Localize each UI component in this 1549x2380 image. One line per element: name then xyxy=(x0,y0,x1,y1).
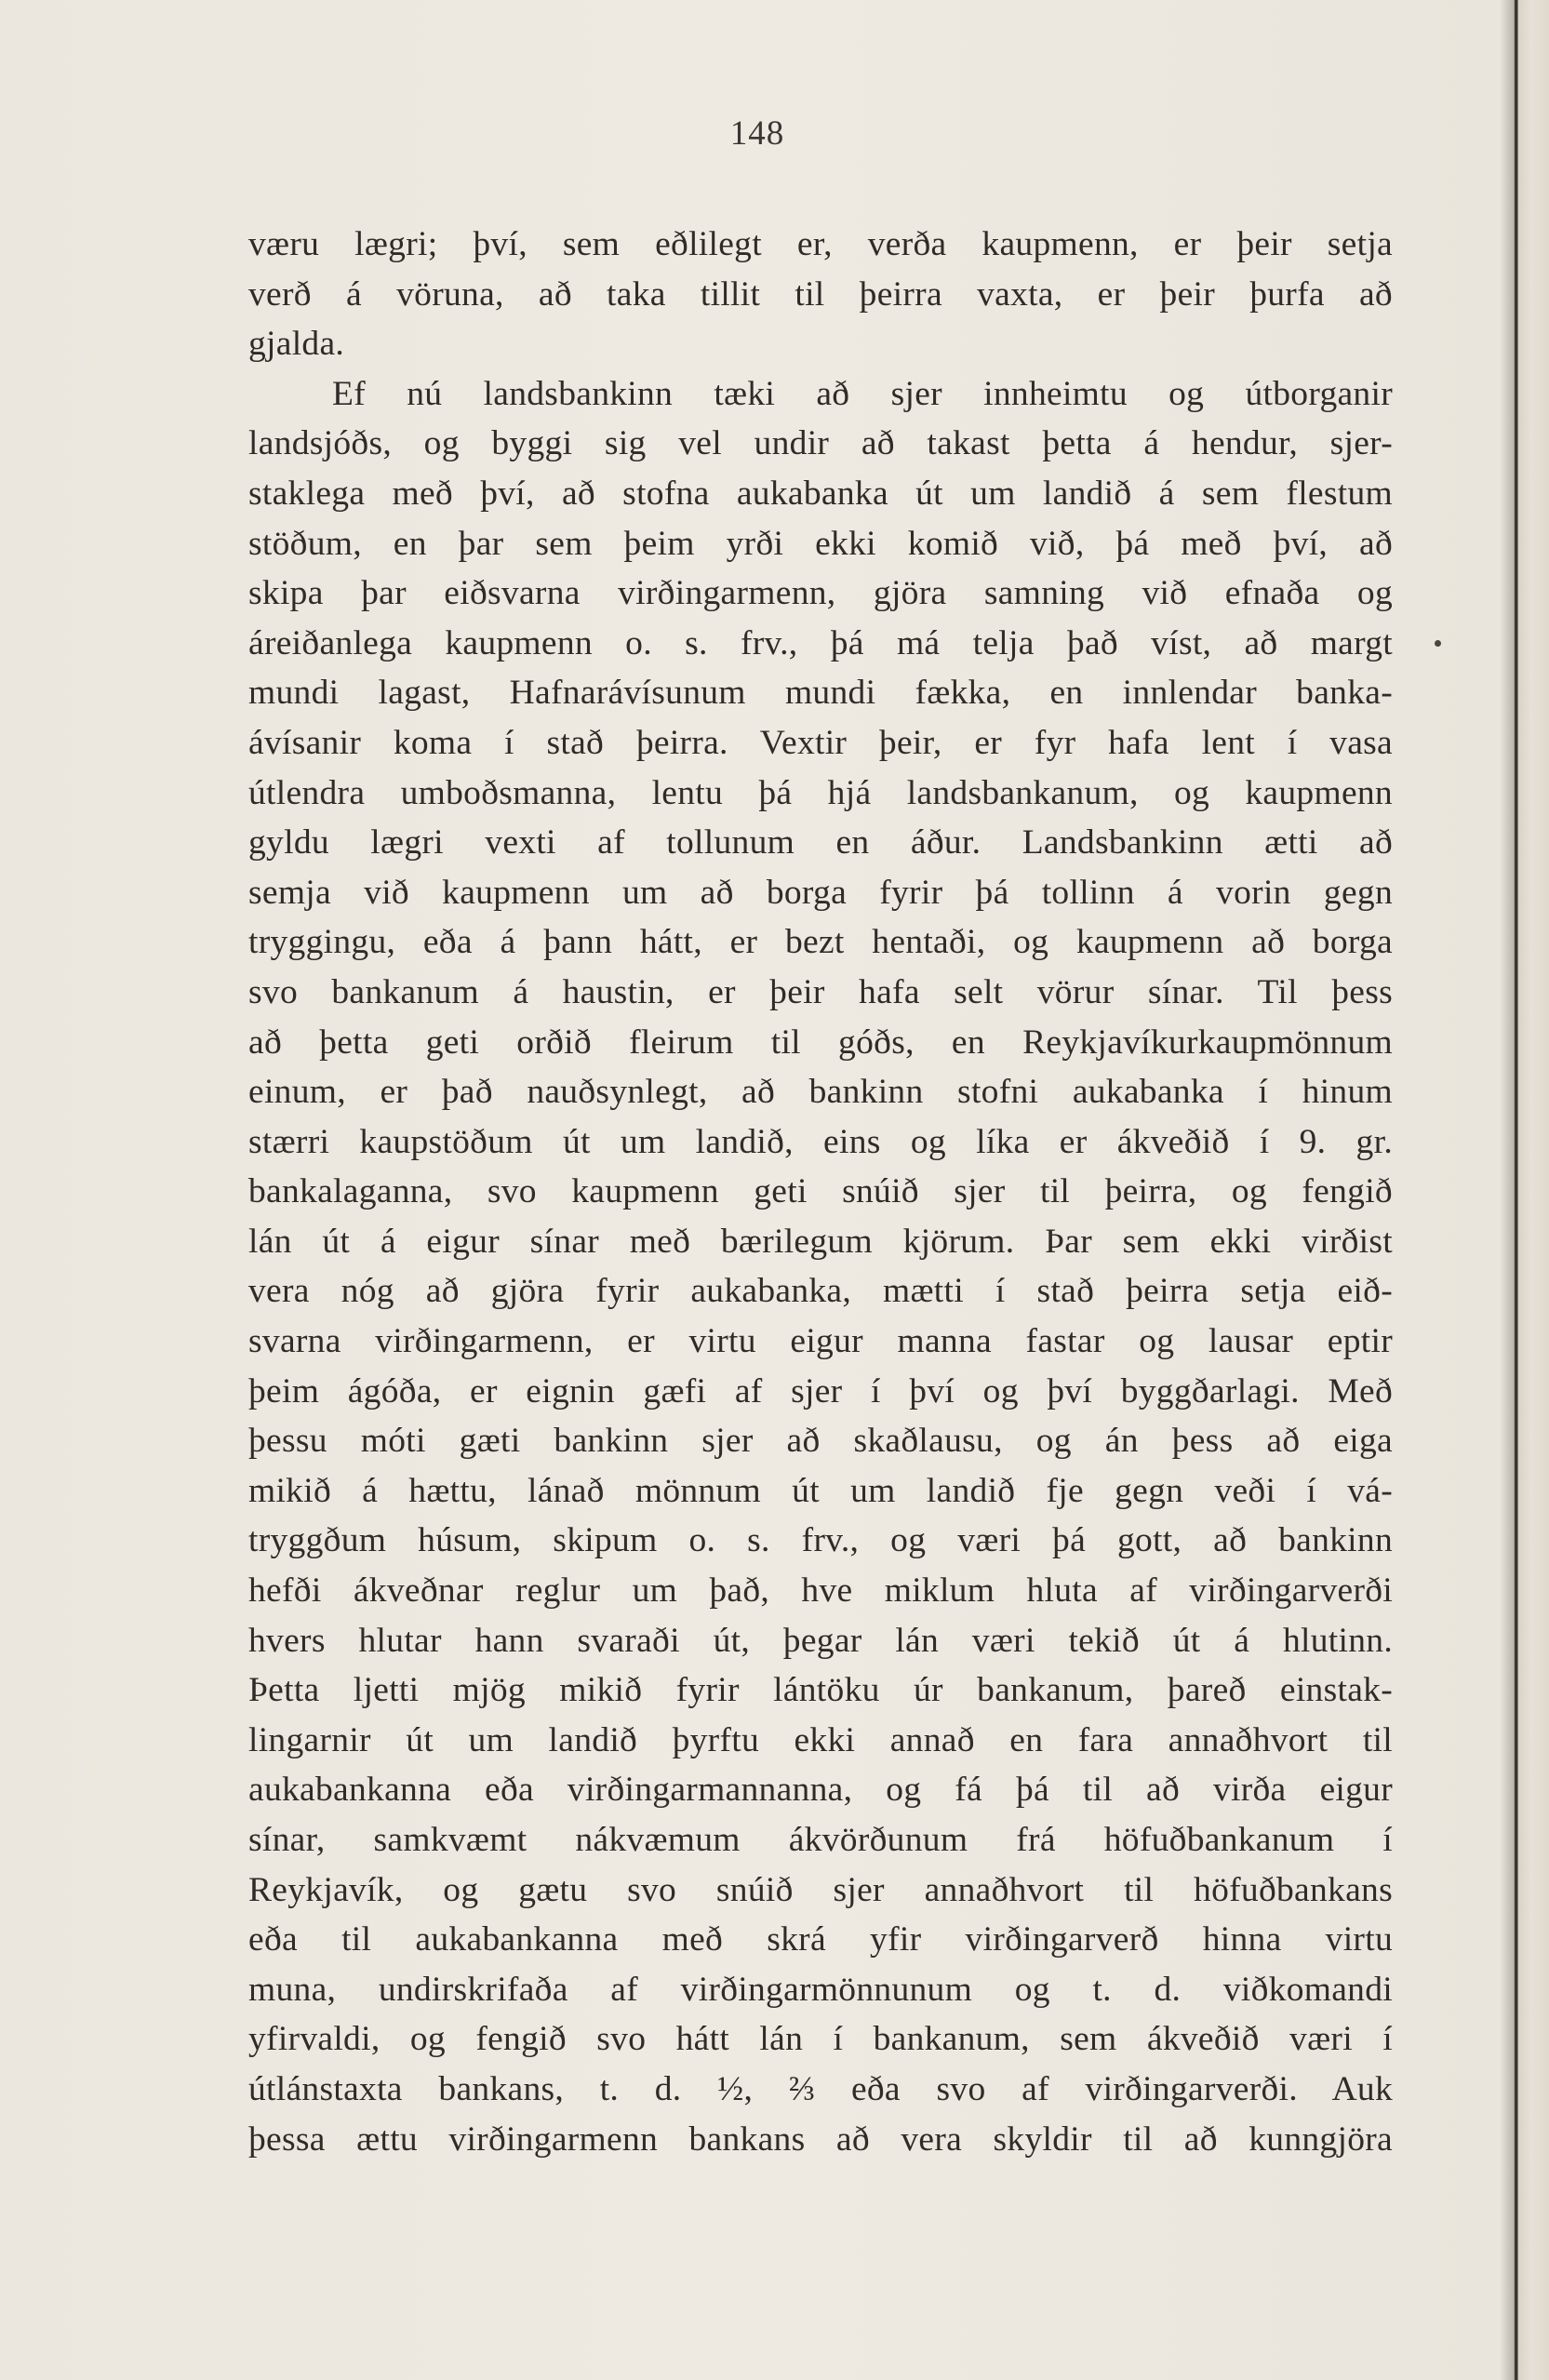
text-line: yfirvaldi, og fengið svo hátt lán í bankanum, sem ákveðið væri í xyxy=(248,2020,1393,2059)
text-line: Þetta ljetti mjög mikið fyrir lántöku úr bankanum, þareð einstak- xyxy=(248,1671,1393,1710)
text-line: væru lægri; því, sem eðlilegt er, verða kaupmenn, er þeir setja xyxy=(248,225,1393,263)
text-line: að þetta geti orðið fleirum til góðs, en Reykjavíkurkaupmönnum xyxy=(248,1023,1393,1062)
text-line: svo bankanum á haustin, er þeir hafa selt vörur sínar. Til þess xyxy=(248,972,1393,1011)
text-line: stöðum, en þar sem þeim yrði ekki komið við, þá með því, að xyxy=(248,524,1393,563)
text-line: sínar, samkvæmt nákvæmum ákvörðunum frá höfuðbankanum í xyxy=(248,1821,1393,1859)
text-line: áreiðanlega kaupmenn o. s. frv., þá má telja það víst, að margt xyxy=(248,623,1393,662)
text-line: þessu móti gæti bankinn sjer að skaðlausu, og án þess að eiga xyxy=(248,1422,1393,1461)
text-line: bankalaganna, svo kaupmenn geti snúið sjer til þeirra, og fengið xyxy=(248,1172,1393,1211)
text-line: verð á vöruna, að taka tillit til þeirra vaxta, er þeir þurfa að xyxy=(248,274,1393,314)
text-line: þessa ættu virðingarmenn bankans að vera skyldir til að kunngjöra xyxy=(248,2119,1393,2159)
text-line: útlendra umboðsmanna, lentu þá hjá landsbankanum, og kaupmenn xyxy=(248,773,1393,812)
body-text xyxy=(248,220,1393,2164)
page-number: 148 xyxy=(729,114,785,153)
text-line: hvers hlutar hann svaraði út, þegar lán væri tekið út á hlutinn. xyxy=(248,1621,1393,1660)
text-line: svarna virðingarmenn, er virtu eigur manna fastar og lausar eptir xyxy=(248,1322,1393,1361)
text-line: tryggðum húsum, skipum o. s. frv., og væri þá gott, að bankinn xyxy=(248,1521,1393,1560)
text-line: Reykjavík, og gætu svo snúið sjer annaðhvort til höfuðbankans xyxy=(248,1870,1393,1909)
paragraph-start-line: Ef nú landsbankinn tæki að sjer innheimtu og útborganir xyxy=(332,374,1393,413)
text-line: hefði ákveðnar reglur um það, hve miklum hluta af virðingarverði xyxy=(248,1571,1393,1611)
text-line: skipa þar eiðsvarna virðingarmenn, gjöra samning við efnaða og xyxy=(248,574,1393,613)
text-line: ávísanir koma í stað þeirra. Vextir þeir, er fyr hafa lent í vasa xyxy=(248,723,1393,762)
text-line: lingarnir út um landið þyrftu ekki annað en fara annaðhvort til xyxy=(248,1720,1393,1759)
text-line: mundi lagast, Hafnarávísunum mundi fækka, en innlendar banka- xyxy=(248,674,1393,713)
text-line: landsjóðs, og byggi sig vel undir að takast þetta á hendur, sjer- xyxy=(248,424,1393,463)
text-line: þeim ágóða, er eignin gæfi af sjer í því og því byggðarlagi. Með xyxy=(248,1371,1393,1411)
text-line: stærri kaupstöðum út um landið, eins og líka er ákveðið í 9. gr. xyxy=(248,1122,1393,1161)
page-edge-line xyxy=(1515,0,1517,2380)
next-page-edge xyxy=(1518,0,1549,2380)
text-line: gjalda. xyxy=(248,325,345,364)
text-line: tryggingu, eða á þann hátt, er bezt hentaði, og kaupmenn að borga xyxy=(248,923,1393,962)
text-line: eða til aukabankanna með skrá yfir virðingarverð hinna virtu xyxy=(248,1920,1393,1959)
text-line: útlánstaxta bankans, t. d. ½, ⅔ eða svo af virðingarverði. Auk xyxy=(248,2069,1393,2108)
text-line: semja við kaupmenn um að borga fyrir þá tollinn á vorin gegn xyxy=(248,873,1393,912)
text-line: vera nóg að gjöra fyrir aukabanka, mætti í stað þeirra setja eið- xyxy=(248,1272,1393,1311)
text-line: aukabankanna eða virðingarmannanna, og fá þá til að virða eigur xyxy=(248,1771,1393,1810)
text-line: lán út á eigur sínar með bærilegum kjörum. Þar sem ekki virðist xyxy=(248,1222,1393,1261)
text-line: staklega með því, að stofna aukabanka út um landið á sem flestum xyxy=(248,474,1393,513)
text-line: einum, er það nauðsynlegt, að bankinn stofni aukabanka í hinum xyxy=(248,1073,1393,1112)
ink-speck xyxy=(1435,640,1441,647)
text-line: mikið á hættu, lánað mönnum út um landið fje gegn veði í vá- xyxy=(248,1471,1393,1510)
text-line: gyldu lægri vexti af tollunum en áður. Landsbankinn ætti að xyxy=(248,823,1393,862)
text-line: muna, undirskrifaða af virðingarmönnunum og t. d. viðkomandi xyxy=(248,1970,1393,2009)
